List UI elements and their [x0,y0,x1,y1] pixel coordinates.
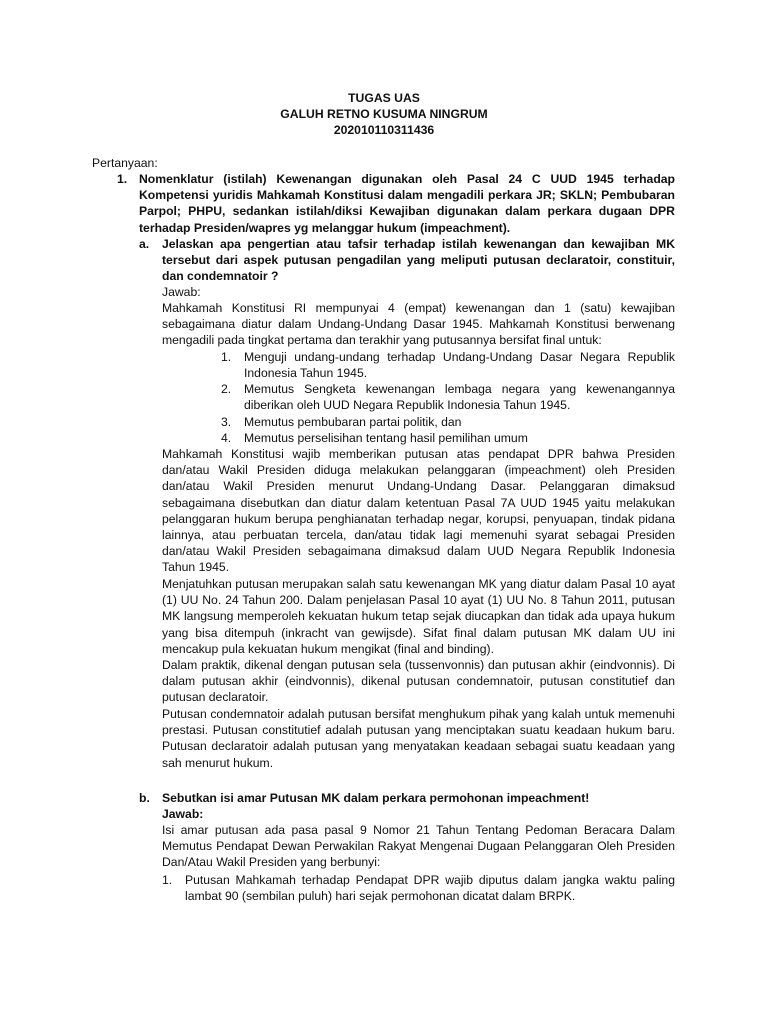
answer-a-paragraph-1: Mahkamah Konstitusi RI mempunyai 4 (empat) kewenangan dan 1 (satu) kewajiban sebagaimana diatur dalam Undang-Undang Dasar 1945. Mahkamah Konstitusi berwenang mengadili pada tingkat pertama dan terakhir yang putusannya bersifat final untuk: [162,301,675,348]
question-a-letter: a. [139,237,150,251]
list-item: Memutus pembubaran partai politik, dan [244,415,462,429]
answer-a-paragraph-2: Mahkamah Konstitusi wajib memberikan putusan atas pendapat DPR bahwa Presiden dan/atau Wakil Presiden diduga melakukan pelanggaran (impeachment) oleh Presiden dan/atau Wakil Presiden menurut Undang-Undang Dasar. Pelanggaran dimaksud sebagaimana disebutkan dan diatur dalam ketentuan Pasal 7A UUD 1945 yaitu melakukan pelanggaran hukum berupa penghianatan terhadap negar, korupsi, penyuapan, tindak pidana lainnya, atau perbuatan tercela, dan/atau tidak lagi memenuhi syarat sebagai Presiden dan/atau Wakil Presiden sebagaimana dimaksud dalam UUD Negara Republik Indonesia Tahun 1945. [162,447,675,575]
answer-a-paragraph-4: Dalam praktik, dikenal dengan putusan sela (tussenvonnis) dan putusan akhir (eindvonnis). Di dalam putusan akhir (eindvonnis), dikenal putusan condemnatoir, putusan constitutief dan putusan declaratoir. [162,658,675,705]
document-header [0,90,768,139]
answer-b-label: Jawab: [162,807,204,821]
question-b-text: Sebutkan isi amar Putusan MK dalam perkara permohonan impeachment! [162,791,590,805]
list-item-number: 2. [221,382,232,396]
list-item: Memutus Sengketa kewenangan lembaga negara yang kewenangannya diberikan oleh UUD Negara Republik Indonesia Tahun 1945. [244,382,675,413]
list-item-number: 1. [162,873,173,887]
question-a-text: Jelaskan apa pengertian atau tafsir terhadap istilah kewenangan dan kewajiban MK tersebut dari aspek putusan pengadilan yang meliputi putusan declaratoir, constituir, dan condemnatoir ? [162,237,675,284]
document-title: TUGAS UAS [348,91,420,105]
list-item-number: 3. [221,415,232,429]
student-name: GALUH RETNO KUSUMA NINGRUM [280,107,488,122]
question-1-number: 1. [117,172,128,186]
list-item: Putusan Mahkamah terhadap Pendapat DPR wajib diputus dalam jangka waktu paling lambat 90 (sembilan puluh) hari sejak permohonan dicatat dalam BRPK. [185,873,675,904]
student-id: 202010110311436 [333,123,435,138]
answer-a-paragraph-3: Menjatuhkan putusan merupakan salah satu kewenangan MK yang diatur dalam Pasal 10 ayat (1) UU No. 24 Tahun 200. Dalam penjelasan Pasal 10 ayat (1) UU No. 8 Tahun 2011, putusan MK langsung memperoleh kekuatan hukum tetap sejak diucapkan dan tidak ada upaya hukum yang bisa ditempuh (inkracht van gewijsde). Sifat final dalam putusan MK dalam UU ini mencakup pula kekuatan hukum mengikat (final and binding). [162,577,675,656]
question-1-text: Nomenklatur (istilah) Kewenangan digunakan oleh Pasal 24 C UUD 1945 terhadap Kompetensi yuridis Mahkamah Konstitusi dalam mengadili perkara JR; SKLN; Pembubaran Parpol; PHPU, sedankan istilah/diksi Kewajiban digunakan dalam perkara dugaan DPR terhadap Presiden/wapres yg melanggar hukum (impeachment). [139,172,675,235]
question-b-letter: b. [139,791,150,805]
answer-b-paragraph-1: Isi amar putusan ada pasa pasal 9 Nomor 21 Tahun Tentang Pedoman Beracara Dalam Memutus Pendapat Dewan Perwakilan Rakyat Mengenai Dugaan Pelanggaran Oleh Presiden Dan/Atau Wakil Presiden yang berbunyi: [162,823,675,870]
answer-a-paragraph-5: Putusan condemnatoir adalah putusan bersifat menghukum pihak yang kalah untuk memenuhi prestasi. Putusan constitutief adalah putusan yang menciptakan suatu keadaan hukum baru. Putusan declaratoir adalah putusan yang menyatakan keadaan sebagai suatu keadaan yang sah menurut hukum. [162,707,675,770]
pertanyaan-label: Pertanyaan: [92,156,158,170]
list-item: Menguji undang-undang terhadap Undang-Undang Dasar Negara Republik Indonesia Tahun 1945. [244,350,675,381]
list-item: Memutus perselisihan tentang hasil pemilihan umum [244,431,528,445]
list-item-number: 1. [221,350,232,364]
list-item-number: 4. [221,431,232,445]
answer-a-label: Jawab: [162,285,201,299]
